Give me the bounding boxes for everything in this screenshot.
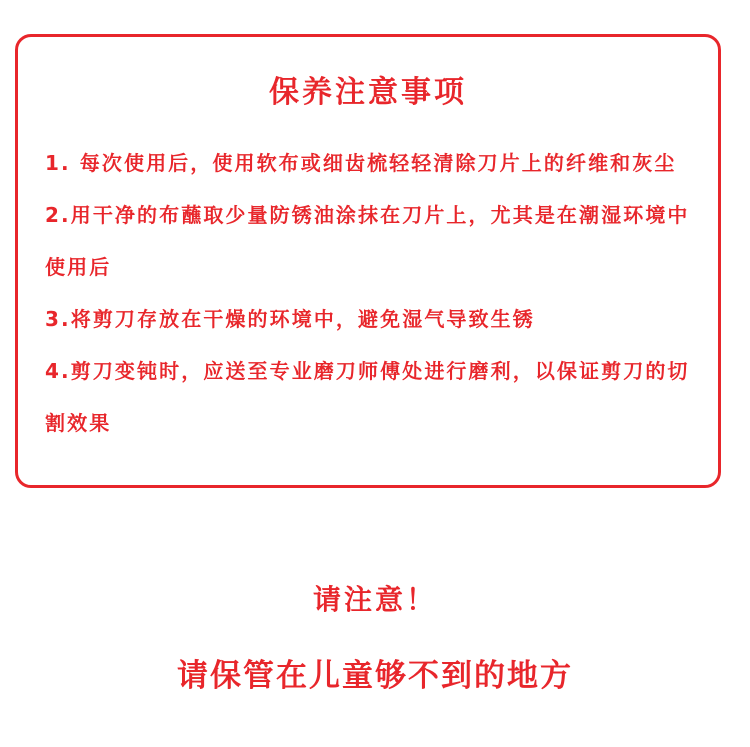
notice-text: 请保管在儿童够不到的地方 bbox=[177, 658, 573, 694]
care-item-4: 4.剪刀变钝时，应送至专业磨刀师傅处进行磨利，以保证剪刀的切割效果 bbox=[45, 359, 690, 435]
care-list bbox=[45, 137, 700, 449]
care-title: 保养注意事项 bbox=[269, 75, 467, 110]
notice-heading: 请注意！ bbox=[312, 583, 437, 616]
care-instructions-box bbox=[15, 34, 721, 488]
care-item-3: 3.将剪刀存放在干燥的环境中，避免湿气导致生锈 bbox=[45, 307, 535, 331]
care-item-1: 1. 每次使用后，使用软布或细齿梳轻轻清除刀片上的纤维和灰尘 bbox=[45, 151, 677, 175]
care-item-2: 2.用干净的布蘸取少量防锈油涂抹在刀片上，尤其是在潮湿环境中使用后 bbox=[45, 203, 690, 279]
